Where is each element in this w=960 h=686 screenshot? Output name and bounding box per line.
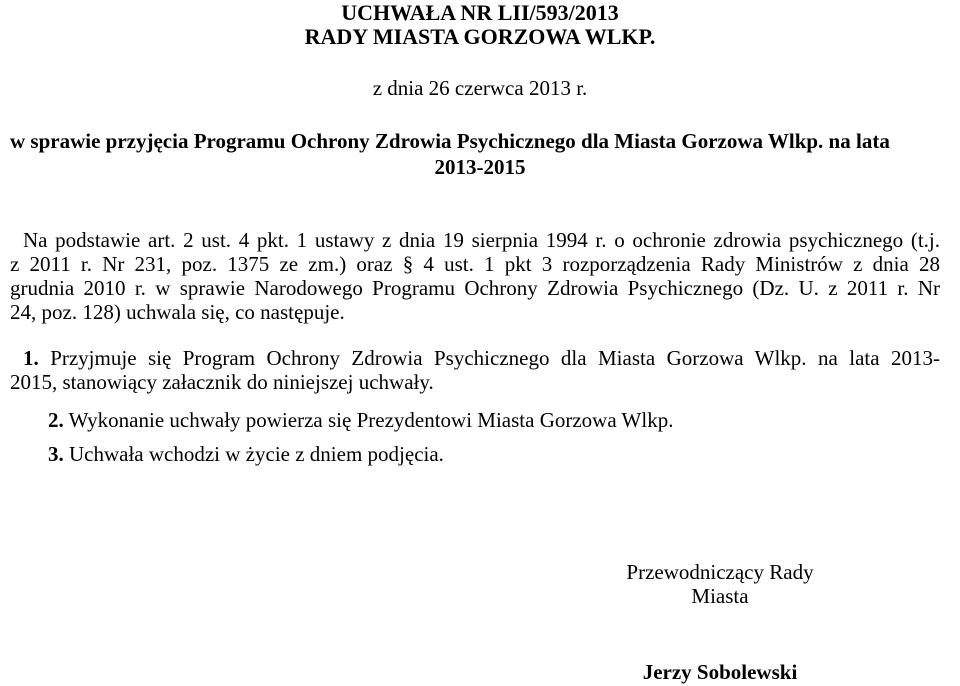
- signatory-name: Jerzy Sobolewski: [642, 660, 798, 684]
- paragraph-3-text: Uchwała wchodzi w życie z dniem podjęcia.: [63, 442, 444, 466]
- paragraph-2: [48, 408, 673, 432]
- subject-line-2: 2013-2015: [434, 155, 526, 179]
- resolution-title: UCHWAŁA NR LII/593/2013: [341, 0, 619, 25]
- paragraph-3: [48, 442, 444, 466]
- council-name: RADY MIASTA GORZOWA WLKP.: [304, 24, 656, 49]
- preamble-line-2: z 2011 r. Nr 231, poz. 1375 ze zm.) oraz § 4 ust. 1 pkt 3 rozporządzenia Rady Ministrów z dnia 28: [10, 252, 940, 276]
- paragraph-2-number: 2.: [48, 408, 64, 432]
- paragraph-1-text: Przyjmuje się Program Ochrony Zdrowia Psychicznego dla Miasta Gorzowa Wlkp. na lata 2013-: [38, 346, 940, 370]
- preamble-line-3: grudnia 2010 r. w sprawie Narodowego Programu Ochrony Zdrowia Psychicznego (Dz. U. z 2011 r. Nr: [10, 276, 940, 300]
- preamble-line-4: 24, poz. 128) uchwala się, co następuje.: [10, 300, 345, 324]
- paragraph-1-line-1: [23, 346, 940, 370]
- resolution-date: z dnia 26 czerwca 2013 r.: [372, 76, 588, 100]
- paragraph-3-number: 3.: [48, 442, 64, 466]
- paragraph-1-number: 1.: [23, 346, 39, 370]
- subject-line-1: w sprawie przyjęcia Programu Ochrony Zdrowia Psychicznego dla Miasta Gorzowa Wlkp. na lata: [10, 129, 890, 153]
- paragraph-2-text: Wykonanie uchwały powierza się Prezydentowi Miasta Gorzowa Wlkp.: [63, 408, 674, 432]
- signatory-role-line-2: Miasta: [691, 584, 749, 608]
- preamble-line-1: Na podstawie art. 2 ust. 4 pkt. 1 ustawy z dnia 19 sierpnia 1994 r. o ochronie zdrowia psychicznego (t.j.: [23, 228, 940, 252]
- signatory-role-line-1: Przewodniczący Rady: [626, 560, 814, 584]
- paragraph-1-line-2: 2015, stanowiący załacznik do niniejszej uchwały.: [10, 370, 434, 394]
